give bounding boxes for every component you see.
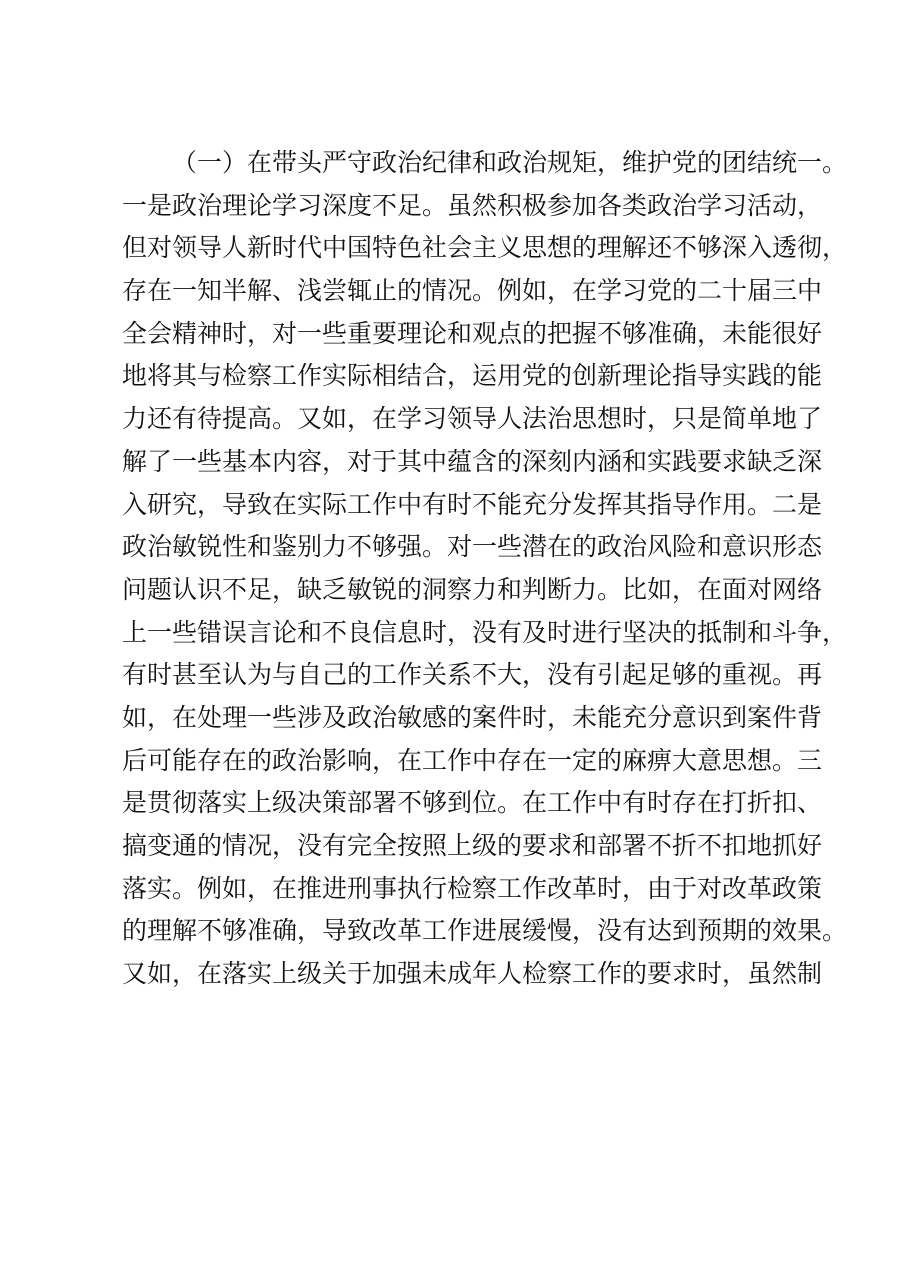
text-line: 地将其与检察工作实际相结合，运用党的创新理论指导实践的能 — [122, 361, 823, 391]
paragraph-heading-line: （一）在带头严守政治纪律和政治规矩，维护党的团结统一。 — [172, 148, 848, 177]
text-line: 搞变通的情况，没有完全按照上级的要求和部署不折不扣地抓好 — [122, 831, 823, 860]
body-text — [122, 142, 848, 996]
text-line: 问题认识不足，缺乏敏锐的洞察力和判断力。比如，在面对网络 — [122, 574, 823, 604]
text-line: 落实。例如，在推进刑事执行检察工作改革时，由于对改革政策 — [122, 873, 823, 903]
text-line: 又如，在落实上级关于加强未成年人检察工作的要求时，虽然制 — [122, 959, 823, 989]
text-line: 力还有待提高。又如，在学习领导人法治思想时，只是简单地了 — [122, 404, 823, 434]
text-line: 但对领导人新时代中国特色社会主义思想的理解还不够深入透彻， — [122, 233, 848, 263]
text-line: 的理解不够准确，导致改革工作进展缓慢，没有达到预期的效果。 — [122, 916, 848, 946]
text-line: 后可能存在的政治影响，在工作中存在一定的麻痹大意思想。三 — [122, 745, 823, 775]
text-line: 存在一知半解、浅尝辄止的情况。例如，在学习党的二十届三中 — [122, 276, 823, 306]
text-line: 有时甚至认为与自己的工作关系不大，没有引起足够的重视。再 — [122, 660, 823, 690]
text-line: 一是政治理论学习深度不足。虽然积极参加各类政治学习活动， — [122, 190, 823, 220]
text-line: 政治敏锐性和鉴别力不够强。对一些潜在的政治风险和意识形态 — [122, 532, 823, 562]
text-line: 如，在处理一些涉及政治敏感的案件时，未能充分意识到案件背 — [122, 702, 823, 732]
text-line: 是贯彻落实上级决策部署不够到位。在工作中有时存在打折扣、 — [122, 788, 823, 818]
text-line: 入研究，导致在实际工作中有时不能充分发挥其指导作用。二是 — [122, 489, 823, 519]
text-line: 全会精神时，对一些重要理论和观点的把握不够准确，未能很好 — [122, 318, 823, 348]
text-line: 上一些错误言论和不良信息时，没有及时进行坚决的抵制和斗争， — [122, 617, 848, 647]
text-line: 解了一些基本内容，对于其中蕴含的深刻内涵和实践要求缺乏深 — [122, 446, 823, 476]
